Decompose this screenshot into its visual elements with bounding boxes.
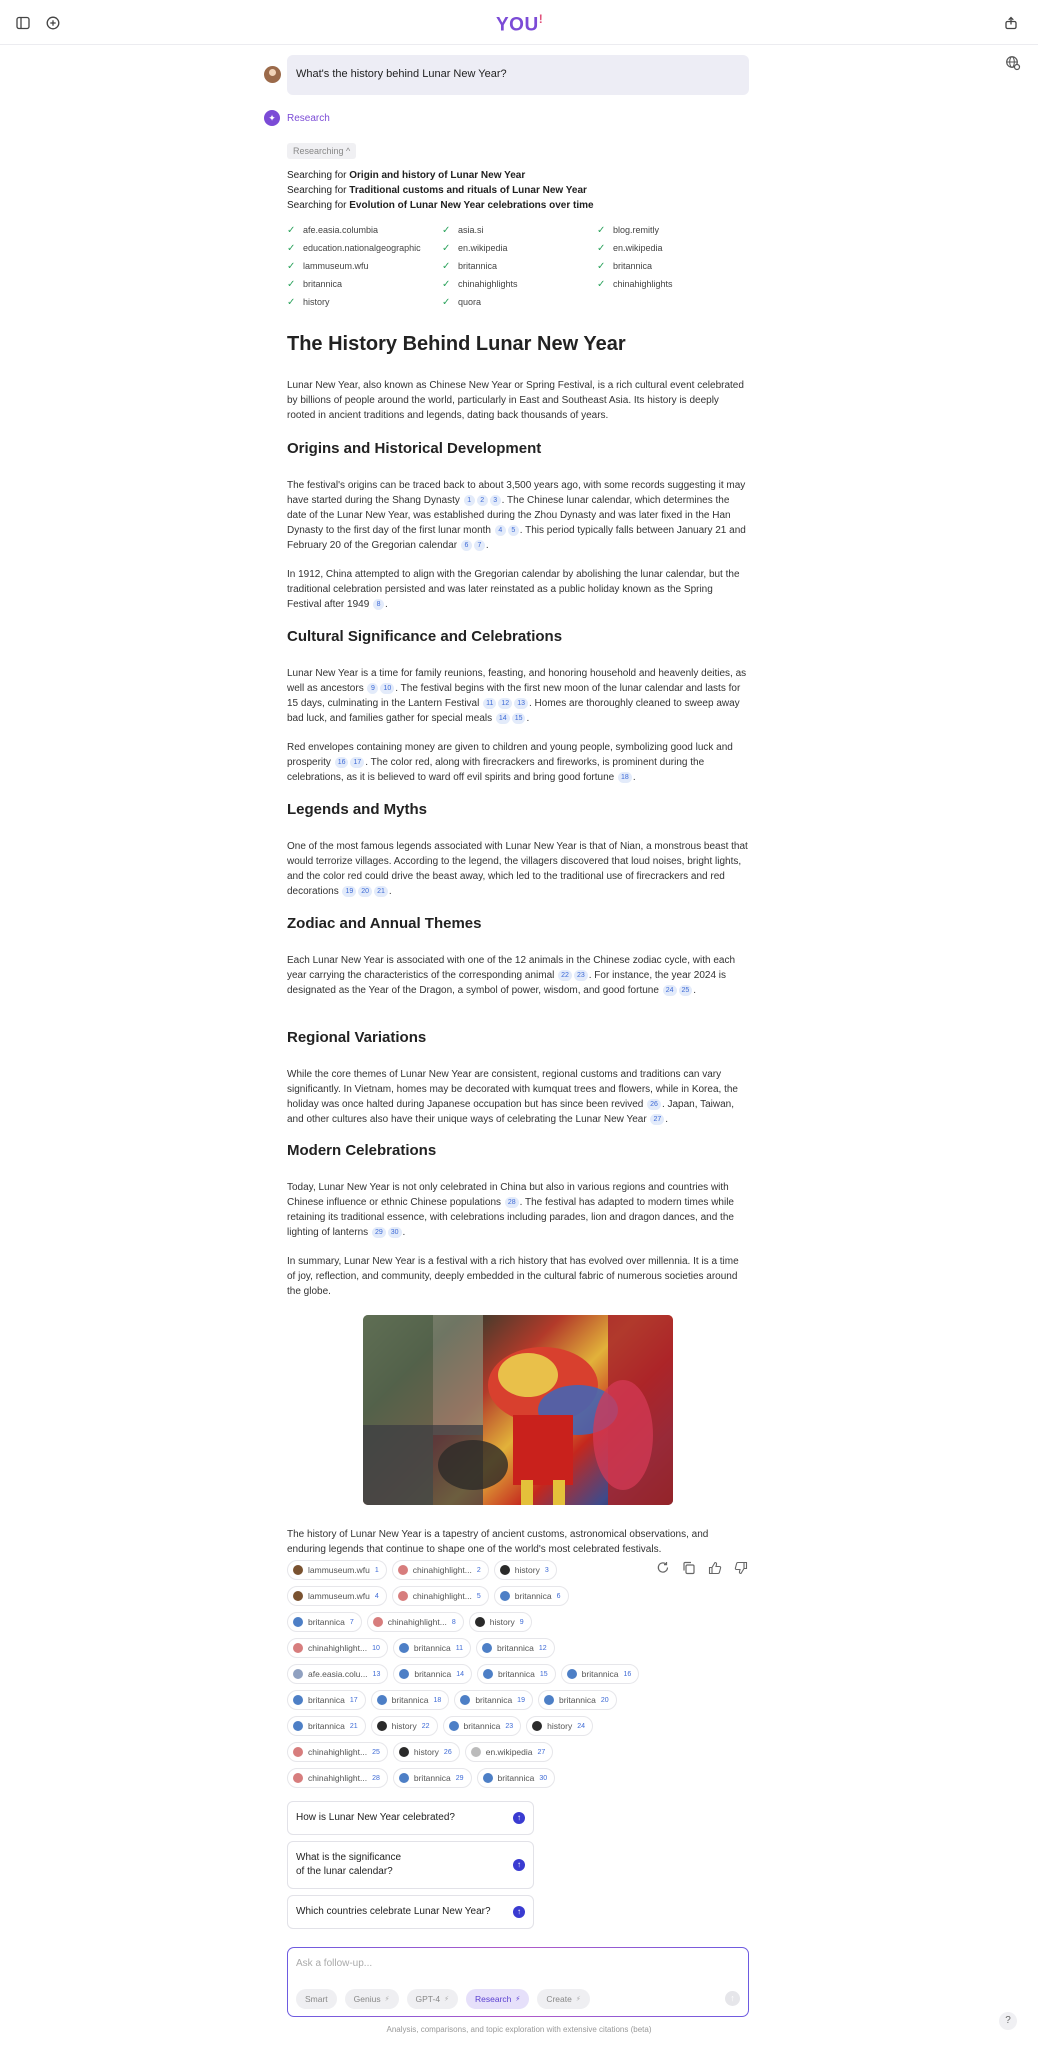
check-icon: ✓ [597, 278, 606, 290]
check-icon: ✓ [442, 296, 451, 308]
citation-chip[interactable] [494, 1560, 557, 1580]
followup-item[interactable]: Which countries celebrate Lunar New Year? ↑ [287, 1895, 534, 1929]
citation-source: history [413, 1747, 439, 1757]
citation-number: 3 [544, 1566, 549, 1574]
citation-source: britannica [308, 1695, 345, 1705]
citation-source: britannica [497, 1643, 534, 1653]
citation-number: 8 [451, 1618, 456, 1626]
arrow-up-icon: ↑ [513, 1906, 525, 1918]
citation-source: history [489, 1617, 515, 1627]
section-heading: Modern Celebrations [287, 1142, 437, 1159]
citation-source: lammuseum.wfu [308, 1565, 370, 1575]
citation-chip[interactable] [393, 1742, 460, 1762]
citation-chip[interactable] [392, 1560, 489, 1580]
section-heading: Origins and Historical Development [287, 440, 542, 457]
citation-source: chinahighlight... [308, 1773, 368, 1783]
citation-badge[interactable]: 7 [474, 540, 485, 551]
citation-source: britannica [581, 1669, 619, 1679]
source-label: en.wikipedia [613, 243, 663, 253]
check-icon: ✓ [287, 224, 296, 236]
mode-label: Create [546, 1994, 572, 2004]
citation-source: chinahighlight... [308, 1643, 368, 1653]
citation-source: history [514, 1565, 540, 1575]
check-icon: ✓ [442, 224, 451, 236]
source-item[interactable] [442, 239, 597, 257]
citation-source: britannica [514, 1591, 552, 1601]
citation-chip[interactable] [371, 1690, 450, 1710]
search-step: Searching for Evolution of Lunar New Year celebrations over time [287, 200, 594, 211]
top-bar [0, 0, 1038, 45]
favicon-icon [399, 1669, 409, 1679]
citation-badge[interactable]: 3 [490, 495, 501, 506]
check-icon: ✓ [597, 224, 606, 236]
source-label: chinahighlights [613, 279, 673, 289]
paragraph: While the core themes of Lunar New Year are consistent, regional customs and traditions can vary significantly. In Vietnam, homes may be decorated with kumquat trees and flowers, while in Korea, the holiday was once halted during Japanese occupation but has since been revived 26 . Japan, Taiwan, and other cultures also have their unique ways of celebrating the Lunar New Year 27 . [287, 1069, 738, 1125]
favicon-icon [500, 1591, 510, 1601]
citation-badge[interactable]: 24 [663, 985, 677, 996]
source-label: education.nationalgeographic [303, 243, 421, 253]
source-label: afe.easia.columbia [303, 225, 379, 235]
help-button[interactable]: ? [999, 2012, 1017, 2030]
citation-chip[interactable] [287, 1768, 388, 1788]
citation-source: britannica [391, 1695, 429, 1705]
share-icon[interactable] [1000, 12, 1022, 34]
check-icon: ✓ [442, 260, 451, 272]
citation-chip[interactable] [469, 1612, 532, 1632]
source-list [287, 221, 757, 311]
citation-number: 7 [349, 1618, 354, 1626]
citation-source: britannica [498, 1669, 535, 1679]
closing-paragraph: The history of Lunar New Year is a tapestry of ancient customs, astronomical observations, and enduring legends that continue to shape one of the world's most celebrated festivals. [287, 1529, 709, 1555]
researching-toggle[interactable]: Researching ^ [287, 143, 356, 159]
citation-number: 30 [539, 1774, 548, 1782]
send-button[interactable]: ↑ [725, 1991, 740, 2006]
citation-chip[interactable] [287, 1638, 388, 1658]
favicon-icon [293, 1617, 303, 1627]
citation-source: lammuseum.wfu [308, 1591, 370, 1601]
source-label: asia.si [458, 225, 484, 235]
mode-research[interactable] [466, 1989, 529, 2009]
citation-row [287, 1742, 647, 1762]
citation-number: 22 [421, 1722, 430, 1730]
favicon-icon [532, 1721, 542, 1731]
paragraph: Red envelopes containing money are given to children and young people, symbolizing good luck and prosperity 16 17 . The color red, along with firecrackers and fireworks, is prominent during the celebrations, as it is believed to ward off evil spirits and bring good fortune 18 . [287, 742, 733, 783]
citation-row [287, 1768, 647, 1788]
sidebar-toggle-icon[interactable] [12, 12, 34, 34]
source-item[interactable] [597, 239, 752, 257]
favicon-icon [500, 1565, 510, 1575]
citation-row [287, 1612, 647, 1632]
check-icon: ✓ [287, 242, 296, 254]
dragon-dance-image[interactable] [363, 1315, 673, 1505]
citation-number: 29 [455, 1774, 464, 1782]
favicon-icon [293, 1695, 303, 1705]
citation-chip[interactable] [494, 1586, 569, 1606]
citation-number: 20 [600, 1696, 609, 1704]
citation-number: 14 [456, 1670, 464, 1678]
user-message [264, 55, 750, 95]
favicon-icon [293, 1643, 303, 1653]
citation-number: 5 [476, 1592, 481, 1600]
check-icon: ✓ [597, 242, 606, 254]
mode-gpt-4[interactable] [407, 1989, 458, 2009]
citation-number: 18 [433, 1696, 442, 1704]
paragraph: The festival's origins can be traced back to about 3,500 years ago, with some records suggesting it may have started during the Shang Dynasty 1 2 3 . The Chinese lunar calendar, which determines the date of the Lunar New Year, was established during the Zhou Dynasty and was later fixed in the Han Dynasty to the first day of the first lunar month 4 5 . This period typically falls between January 21 and February 20 of the Gregorian calendar 6 7 . [287, 480, 746, 551]
citation-row [287, 1560, 647, 1580]
citation-chip[interactable] [561, 1664, 640, 1684]
citation-badge[interactable]: 27 [650, 1114, 664, 1125]
source-label: chinahighlights [458, 279, 518, 289]
check-icon: ✓ [597, 260, 606, 272]
source-item[interactable] [597, 221, 752, 239]
citation-number: 17 [349, 1696, 358, 1704]
source-item[interactable] [287, 275, 442, 293]
source-label: history [303, 297, 330, 307]
favicon-icon [377, 1695, 387, 1705]
citation-number: 11 [455, 1644, 464, 1652]
source-item[interactable] [442, 293, 597, 311]
followup-suggestions [287, 1801, 534, 1935]
mode-genius[interactable] [345, 1989, 399, 2009]
paragraph: Today, Lunar New Year is not only celebrated in China but also in various regions and countries with Chinese influence or ethnic Chinese populations 28 . The festival has adapted to modern times while retaining its traditional essence, with celebrations including parades, lion and dragon dances, and the lighting of lanterns 29 30 . [287, 1182, 734, 1238]
citation-chip[interactable] [393, 1768, 472, 1788]
source-item[interactable] [442, 221, 597, 239]
search-step: Searching for Origin and history of Lunar New Year [287, 170, 526, 181]
thumbs-down-icon[interactable] [734, 1561, 748, 1575]
citation-number: 12 [538, 1644, 547, 1652]
favicon-icon [293, 1565, 303, 1575]
composer [287, 1947, 749, 2017]
copy-icon[interactable] [682, 1561, 696, 1575]
citation-badge[interactable]: 25 [679, 985, 693, 996]
search-step: Searching for Traditional customs and rituals of Lunar New Year [287, 185, 587, 196]
citation-number: 24 [577, 1722, 585, 1730]
citation-source: britannica [308, 1721, 345, 1731]
check-icon: ✓ [287, 260, 296, 272]
citation-chip[interactable] [287, 1690, 366, 1710]
citation-source: afe.easia.colu... [308, 1669, 368, 1679]
followup-item[interactable]: What is the significance of the lunar calendar? ↑ [287, 1841, 534, 1889]
mode-description: Analysis, comparisons, and topic exploration with extensive citations (beta) [386, 2025, 652, 2034]
paragraph: Each Lunar New Year is associated with one of the 12 animals in the Chinese zodiac cycle, with each year carrying the characteristics of the corresponding animal 22 23 . For instance, the year 2024 is designated as the Year of the Dragon, a symbol of power, wisdom, and good fortune 24 25 . [287, 955, 736, 996]
citation-number: 4 [374, 1592, 379, 1600]
citation-number: 26 [443, 1748, 452, 1756]
favicon-icon [293, 1669, 303, 1679]
citation-chip[interactable] [393, 1664, 472, 1684]
response-actions [656, 1561, 748, 1575]
favicon-icon [544, 1695, 554, 1705]
citation-badge[interactable]: 2 [477, 495, 488, 506]
citation-chip[interactable] [287, 1586, 387, 1606]
citation-source: history [391, 1721, 417, 1731]
citation-source: chinahighlight... [412, 1591, 472, 1601]
citation-source: britannica [558, 1695, 596, 1705]
section-heading: Regional Variations [287, 1029, 427, 1046]
favicon-icon [483, 1773, 493, 1783]
followup-input[interactable] [296, 1958, 696, 1969]
citation-row [287, 1690, 647, 1710]
favicon-icon [293, 1591, 303, 1601]
citation-chip[interactable] [443, 1716, 522, 1736]
mode-label: Smart [305, 1994, 328, 2004]
citation-number: 1 [374, 1566, 379, 1574]
citation-number: 27 [537, 1748, 546, 1756]
citation-badge[interactable]: 8 [373, 599, 384, 610]
bolt-icon: ⚡ [515, 1996, 521, 2003]
citation-source: britannica [497, 1773, 535, 1783]
citation-source: britannica [413, 1773, 451, 1783]
favicon-icon [449, 1721, 459, 1731]
citation-number: 10 [372, 1644, 380, 1652]
favicon-icon [483, 1669, 493, 1679]
mode-label: Genius [353, 1994, 381, 2004]
citation-chip[interactable] [477, 1664, 556, 1684]
bolt-icon: ⚡ [575, 1996, 581, 2003]
paragraph: Lunar New Year is a time for family reunions, feasting, and honoring household and heavenly deities, as well as ancestors 9 10 . The festival begins with the first new moon of the lunar calendar and lasts for 15 days, culminating in the Lantern Festival 11 12 13 . Homes are thoroughly cleaned to sweep away bad luck, and families gather for special meals 14 15 . [287, 668, 747, 724]
citation-number: 23 [505, 1722, 514, 1730]
citation-badge[interactable]: 18 [618, 772, 632, 783]
citation-chip[interactable] [477, 1768, 556, 1788]
citation-badge[interactable]: 6 [461, 540, 472, 551]
you-logo[interactable]: YOU! [496, 12, 544, 36]
favicon-icon [567, 1669, 577, 1679]
research-header [264, 109, 330, 127]
check-icon: ✓ [287, 278, 296, 290]
research-icon: ✦ [264, 110, 280, 126]
citation-source: britannica [463, 1721, 501, 1731]
citation-chip[interactable] [287, 1560, 387, 1580]
citation-number: 13 [372, 1670, 381, 1678]
section-heading: Legends and Myths [287, 801, 428, 818]
citation-source: chinahighlight... [308, 1747, 368, 1757]
favicon-icon [398, 1565, 408, 1575]
citation-badge[interactable]: 16 [335, 757, 349, 768]
citation-badge[interactable]: 22 [558, 970, 572, 981]
check-icon: ✓ [287, 296, 296, 308]
citation-badge[interactable]: 21 [374, 886, 388, 897]
citation-number: 28 [372, 1774, 380, 1782]
source-item[interactable] [287, 239, 442, 257]
citation-chip[interactable] [367, 1612, 464, 1632]
favicon-icon [377, 1721, 387, 1731]
citation-badge[interactable]: 17 [350, 757, 364, 768]
citation-badge[interactable]: 20 [358, 886, 372, 897]
citation-badge[interactable]: 1 [464, 495, 475, 506]
favicon-icon [398, 1591, 408, 1601]
source-label: britannica [458, 261, 498, 271]
citation-number: 6 [556, 1592, 561, 1600]
source-item[interactable] [442, 257, 597, 275]
citation-chip[interactable] [393, 1638, 471, 1658]
citation-badge[interactable]: 26 [647, 1099, 661, 1110]
source-item[interactable] [597, 257, 752, 275]
mode-label: Research [475, 1994, 512, 2004]
citation-chip[interactable] [392, 1586, 489, 1606]
paragraph: In 1912, China attempted to align with the Gregorian calendar by abolishing the lunar calendar, but the traditional celebration persisted and was later reinstated as a public holiday known as the Spring Festival after 1949 8 . [287, 569, 740, 610]
citation-source: chinahighlight... [412, 1565, 472, 1575]
citation-number: 2 [476, 1566, 481, 1574]
citation-source: britannica [308, 1617, 345, 1627]
citation-chip[interactable] [476, 1638, 555, 1658]
settings-globe-icon[interactable] [1005, 55, 1021, 71]
citation-chip[interactable] [465, 1742, 554, 1762]
citation-badge[interactable]: 9 [367, 683, 378, 694]
citation-chip[interactable] [371, 1716, 438, 1736]
arrow-up-icon: ↑ [513, 1812, 525, 1824]
new-chat-icon[interactable] [42, 12, 64, 34]
citation-chip[interactable] [287, 1716, 366, 1736]
favicon-icon [293, 1747, 303, 1757]
mode-selector [296, 1989, 590, 2009]
avatar [264, 66, 281, 83]
citation-badge[interactable]: 19 [342, 886, 356, 897]
favicon-icon [399, 1643, 409, 1653]
citation-source: britannica [413, 1643, 451, 1653]
favicon-icon [482, 1643, 492, 1653]
citation-badge[interactable]: 4 [495, 525, 506, 536]
citation-number: 9 [519, 1618, 524, 1626]
citation-chip[interactable] [287, 1742, 388, 1762]
citation-row [287, 1586, 647, 1606]
citation-number: 19 [517, 1696, 525, 1704]
arrow-up-icon: ↑ [513, 1859, 525, 1871]
mode-smart[interactable] [296, 1989, 337, 2009]
intro-paragraph: Lunar New Year, also known as Chinese New Year or Spring Festival, is a rich cultural event celebrated by billions of people around the world, particularly in East and Southeast Asia. Its history is deeply rooted in ancient traditions and legends, dating back thousands of years. [287, 380, 744, 421]
query-bubble: What's the history behind Lunar New Year? [287, 55, 749, 95]
citation-badge[interactable]: 28 [505, 1197, 519, 1208]
source-item[interactable] [287, 221, 442, 239]
citation-number: 25 [372, 1748, 380, 1756]
regenerate-icon[interactable] [656, 1561, 670, 1575]
favicon-icon [471, 1747, 481, 1757]
citation-source: britannica [414, 1669, 452, 1679]
citation-source: history [547, 1721, 573, 1731]
citation-source: en.wikipedia [485, 1747, 533, 1757]
article-title: The History Behind Lunar New Year [287, 333, 626, 355]
favicon-icon [460, 1695, 470, 1705]
citation-number: 21 [349, 1722, 358, 1730]
citation-chip[interactable] [287, 1612, 362, 1632]
citation-chip[interactable] [287, 1664, 388, 1684]
followup-item[interactable]: How is Lunar New Year celebrated? ↑ [287, 1801, 534, 1835]
check-icon: ✓ [442, 242, 451, 254]
source-label: britannica [613, 261, 653, 271]
source-item[interactable] [597, 275, 752, 293]
check-icon: ✓ [442, 278, 451, 290]
source-item[interactable] [287, 293, 442, 311]
citation-badge[interactable]: 10 [380, 683, 394, 694]
favicon-icon [399, 1747, 409, 1757]
citation-source: chinahighlight... [387, 1617, 447, 1627]
citation-badge[interactable]: 23 [574, 970, 588, 981]
citation-badge[interactable]: 30 [388, 1227, 402, 1238]
citation-chip[interactable] [454, 1690, 533, 1710]
favicon-icon [373, 1617, 383, 1627]
citation-badge[interactable]: 15 [512, 713, 526, 724]
favicon-icon [293, 1773, 303, 1783]
favicon-icon [475, 1617, 485, 1627]
bolt-icon: ⚡ [384, 1996, 390, 2003]
citation-chip[interactable] [526, 1716, 593, 1736]
thumbs-up-icon[interactable] [708, 1561, 722, 1575]
citation-badge[interactable]: 12 [498, 698, 512, 709]
source-item[interactable] [287, 257, 442, 275]
citation-source: britannica [475, 1695, 513, 1705]
search-steps [287, 168, 594, 213]
citation-number: 15 [539, 1670, 548, 1678]
source-label: quora [458, 297, 482, 307]
citation-badge[interactable]: 5 [508, 525, 519, 536]
source-label: blog.remitly [613, 225, 660, 235]
citation-badge[interactable]: 29 [372, 1227, 386, 1238]
citation-chip-list [287, 1560, 647, 1794]
citation-row [287, 1716, 647, 1736]
section-heading: Cultural Significance and Celebrations [287, 628, 563, 645]
paragraph: One of the most famous legends associated with Lunar New Year is that of Nian, a monstrous beast that would terrorize villages. According to the legend, the villagers discovered that loud noises, bright lights, and the color red could drive the beast away, which led to the traditional use of firecrackers and red decorations 19 20 21 . [287, 841, 748, 897]
citation-badge[interactable]: 13 [514, 698, 528, 709]
source-label: en.wikipedia [458, 243, 508, 253]
citation-row [287, 1664, 647, 1684]
favicon-icon [293, 1721, 303, 1731]
research-label: Research [287, 112, 330, 124]
section-heading: Zodiac and Annual Themes [287, 915, 482, 932]
source-item[interactable] [442, 275, 597, 293]
citation-badge[interactable]: 11 [483, 698, 496, 709]
citation-badge[interactable]: 14 [496, 713, 510, 724]
citation-number: 16 [623, 1670, 632, 1678]
favicon-icon [399, 1773, 409, 1783]
summary-paragraph: In summary, Lunar New Year is a festival with a rich history that has evolved over millennia. It is a time of joy, reflection, and community, deeply embedded in the cultural fabric of numerous societies around the globe. [287, 1256, 739, 1297]
source-label: lammuseum.wfu [303, 261, 369, 271]
citation-chip[interactable] [538, 1690, 617, 1710]
source-label: britannica [303, 279, 343, 289]
mode-create[interactable] [537, 1989, 589, 2009]
citation-row [287, 1638, 647, 1658]
bolt-icon: ⚡ [444, 1996, 450, 2003]
mode-label: GPT-4 [415, 1994, 441, 2004]
